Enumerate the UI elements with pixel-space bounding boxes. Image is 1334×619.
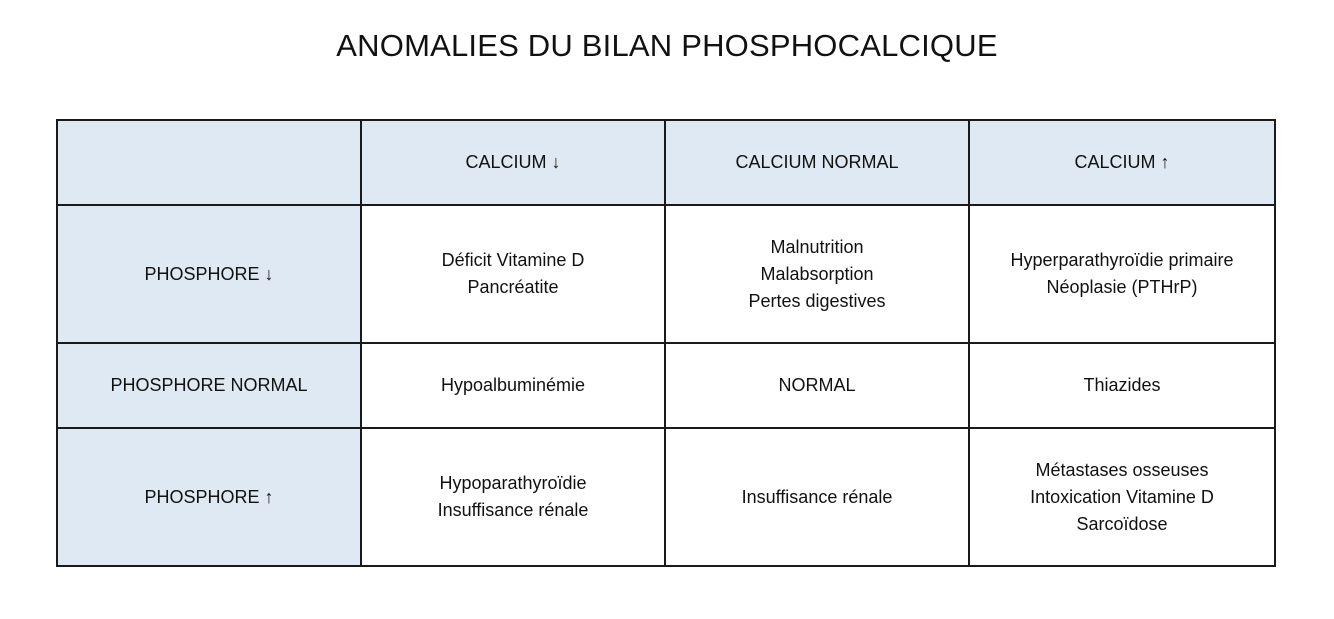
table-cell — [665, 343, 969, 428]
row-header-phosphore-normal: PHOSPHORE NORMAL — [57, 343, 361, 428]
column-header-calcium-high: CALCIUM ↑ — [969, 120, 1275, 205]
phosphocalcic-table — [56, 119, 1276, 567]
table-cell — [361, 343, 665, 428]
row-header-phosphore-low: PHOSPHORE ↓ — [57, 205, 361, 343]
cell-line: Insuffisance rénale — [437, 500, 589, 520]
table-cell — [969, 428, 1275, 566]
cell-line: Métastases osseuses — [1035, 459, 1209, 480]
cell-line: Déficit Vitamine D — [441, 250, 585, 270]
cell-line: Néoplasie (PTHrP) — [1046, 277, 1198, 297]
column-header-calcium-normal: CALCIUM NORMAL — [665, 120, 969, 205]
page-title: ANOMALIES DU BILAN PHOSPHOCALCIQUE — [336, 28, 998, 63]
cell-line: NORMAL — [778, 375, 856, 395]
cell-line: Intoxication Vitamine D — [1030, 486, 1214, 507]
row-header-phosphore-high: PHOSPHORE ↑ — [57, 428, 361, 566]
cell-line: Hypoalbuminémie — [440, 375, 586, 395]
table-row — [57, 343, 1275, 428]
table-cell — [969, 343, 1275, 428]
cell-line: Malabsorption — [760, 263, 874, 284]
corner-cell — [57, 120, 361, 205]
table-cell — [361, 205, 665, 343]
cell-line: Thiazides — [1083, 375, 1161, 395]
table-cell — [665, 205, 969, 343]
table-cell — [361, 428, 665, 566]
table-cell — [665, 428, 969, 566]
table-row — [57, 428, 1275, 566]
cell-line: Pertes digestives — [748, 290, 886, 311]
cell-line: Pancréatite — [467, 277, 559, 297]
cell-line: Hypoparathyroïdie — [439, 473, 587, 493]
column-header-calcium-low: CALCIUM ↓ — [361, 120, 665, 205]
cell-line: Insuffisance rénale — [741, 486, 893, 507]
cell-line: Malnutrition — [770, 236, 864, 257]
cell-line: Hyperparathyroïdie primaire — [1010, 250, 1234, 270]
table-header-row — [57, 120, 1275, 205]
cell-line: Sarcoïdose — [1076, 513, 1168, 534]
table-cell — [969, 205, 1275, 343]
table-row — [57, 205, 1275, 343]
